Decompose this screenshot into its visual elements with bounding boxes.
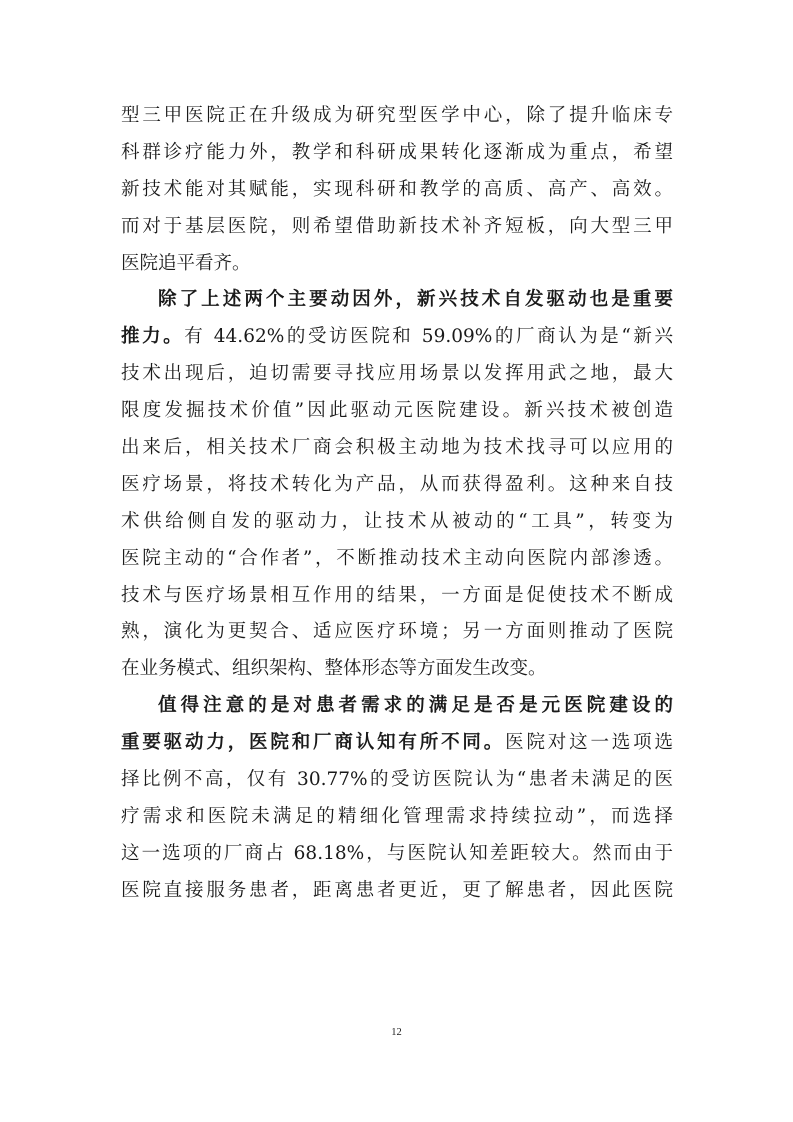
text-segment: 这一选项的厂商占 68.18%，与医院认知差距较大。然而由于 [121, 842, 673, 864]
text-line [121, 614, 673, 651]
text-line [121, 430, 673, 467]
text-line [121, 467, 673, 504]
text-line [121, 836, 673, 873]
text-line [121, 578, 673, 615]
text-segment: 技术与医疗场景相互作用的结果，一方面是促使技术不断成 [121, 584, 673, 606]
text-segment: 医院追平看齐。 [121, 252, 251, 274]
text-segment: 术供给侧自发的驱动力，让技术从被动的“工具”，转变为 [121, 510, 673, 532]
text-segment: 医疗场景，将技术转化为产品，从而获得盈利。这种来自技 [121, 473, 673, 495]
text-line [121, 541, 673, 578]
bold-text: 重要驱动力，医院和厂商认知有所不同。 [121, 732, 506, 754]
text-segment: 出来后，相关技术厂商会积极主动地为技术找寻可以应用的 [121, 437, 673, 459]
text-line [121, 725, 673, 762]
text-line [121, 393, 673, 430]
text-line [121, 356, 673, 393]
text-segment: 技术出现后，迫切需要寻找应用场景以发挥用武之地，最大 [121, 363, 673, 385]
text-segment: 疗需求和医院未满足的精细化管理需求持续拉动”，而选择 [121, 805, 673, 827]
text-segment: 新技术能对其赋能，实现科研和教学的高质、高产、高效。 [121, 178, 673, 200]
text-segment: 择比例不高，仅有 30.77%的受访医院认为“患者未满足的医 [121, 769, 673, 791]
text-segment: 而对于基层医院，则希望借助新技术补齐短板，向大型三甲 [121, 215, 673, 237]
text-segment: 在业务模式、组织架构、整体形态等方面发生改变。 [121, 658, 547, 680]
text-segment: 科群诊疗能力外，教学和科研成果转化逐渐成为重点，希望 [121, 141, 673, 163]
text-segment: 医院直接服务患者，距离患者更近，更了解患者，因此医院 [121, 879, 673, 901]
text-line [121, 282, 673, 319]
text-segment: 熟，演化为更契合、适应医疗环境；另一方面则推动了医院 [121, 621, 673, 643]
text-segment: 医院对这一选项选 [505, 732, 673, 754]
bold-text: 值得注意的是对患者需求的满足是否是元医院建设的 [158, 695, 673, 717]
text-line [121, 319, 673, 356]
bold-text: 推力。 [121, 326, 185, 348]
text-segment: 医院主动的“合作者”，不断推动技术主动向医院内部渗透。 [121, 547, 673, 569]
text-segment: 型三甲医院正在升级成为研究型医学中心，除了提升临床专 [121, 105, 673, 126]
text-line [121, 651, 673, 688]
text-line [121, 504, 673, 541]
text-segment: 有 44.62%的受访医院和 59.09%的厂商认为是“新兴 [184, 326, 673, 348]
body-text [121, 98, 673, 910]
bold-text: 除了上述两个主要动因外，新兴技术自发驱动也是重要 [158, 289, 673, 311]
text-line [121, 172, 673, 209]
page-number: 12 [391, 1027, 402, 1038]
text-line [121, 98, 673, 135]
text-line [121, 762, 673, 799]
text-line [121, 688, 673, 725]
text-line [121, 209, 673, 246]
text-line [121, 135, 673, 172]
text-segment: 限度发掘技术价值”因此驱动元医院建设。新兴技术被创造 [121, 400, 673, 422]
text-line [121, 799, 673, 836]
text-line [121, 246, 673, 283]
text-line [121, 873, 673, 910]
